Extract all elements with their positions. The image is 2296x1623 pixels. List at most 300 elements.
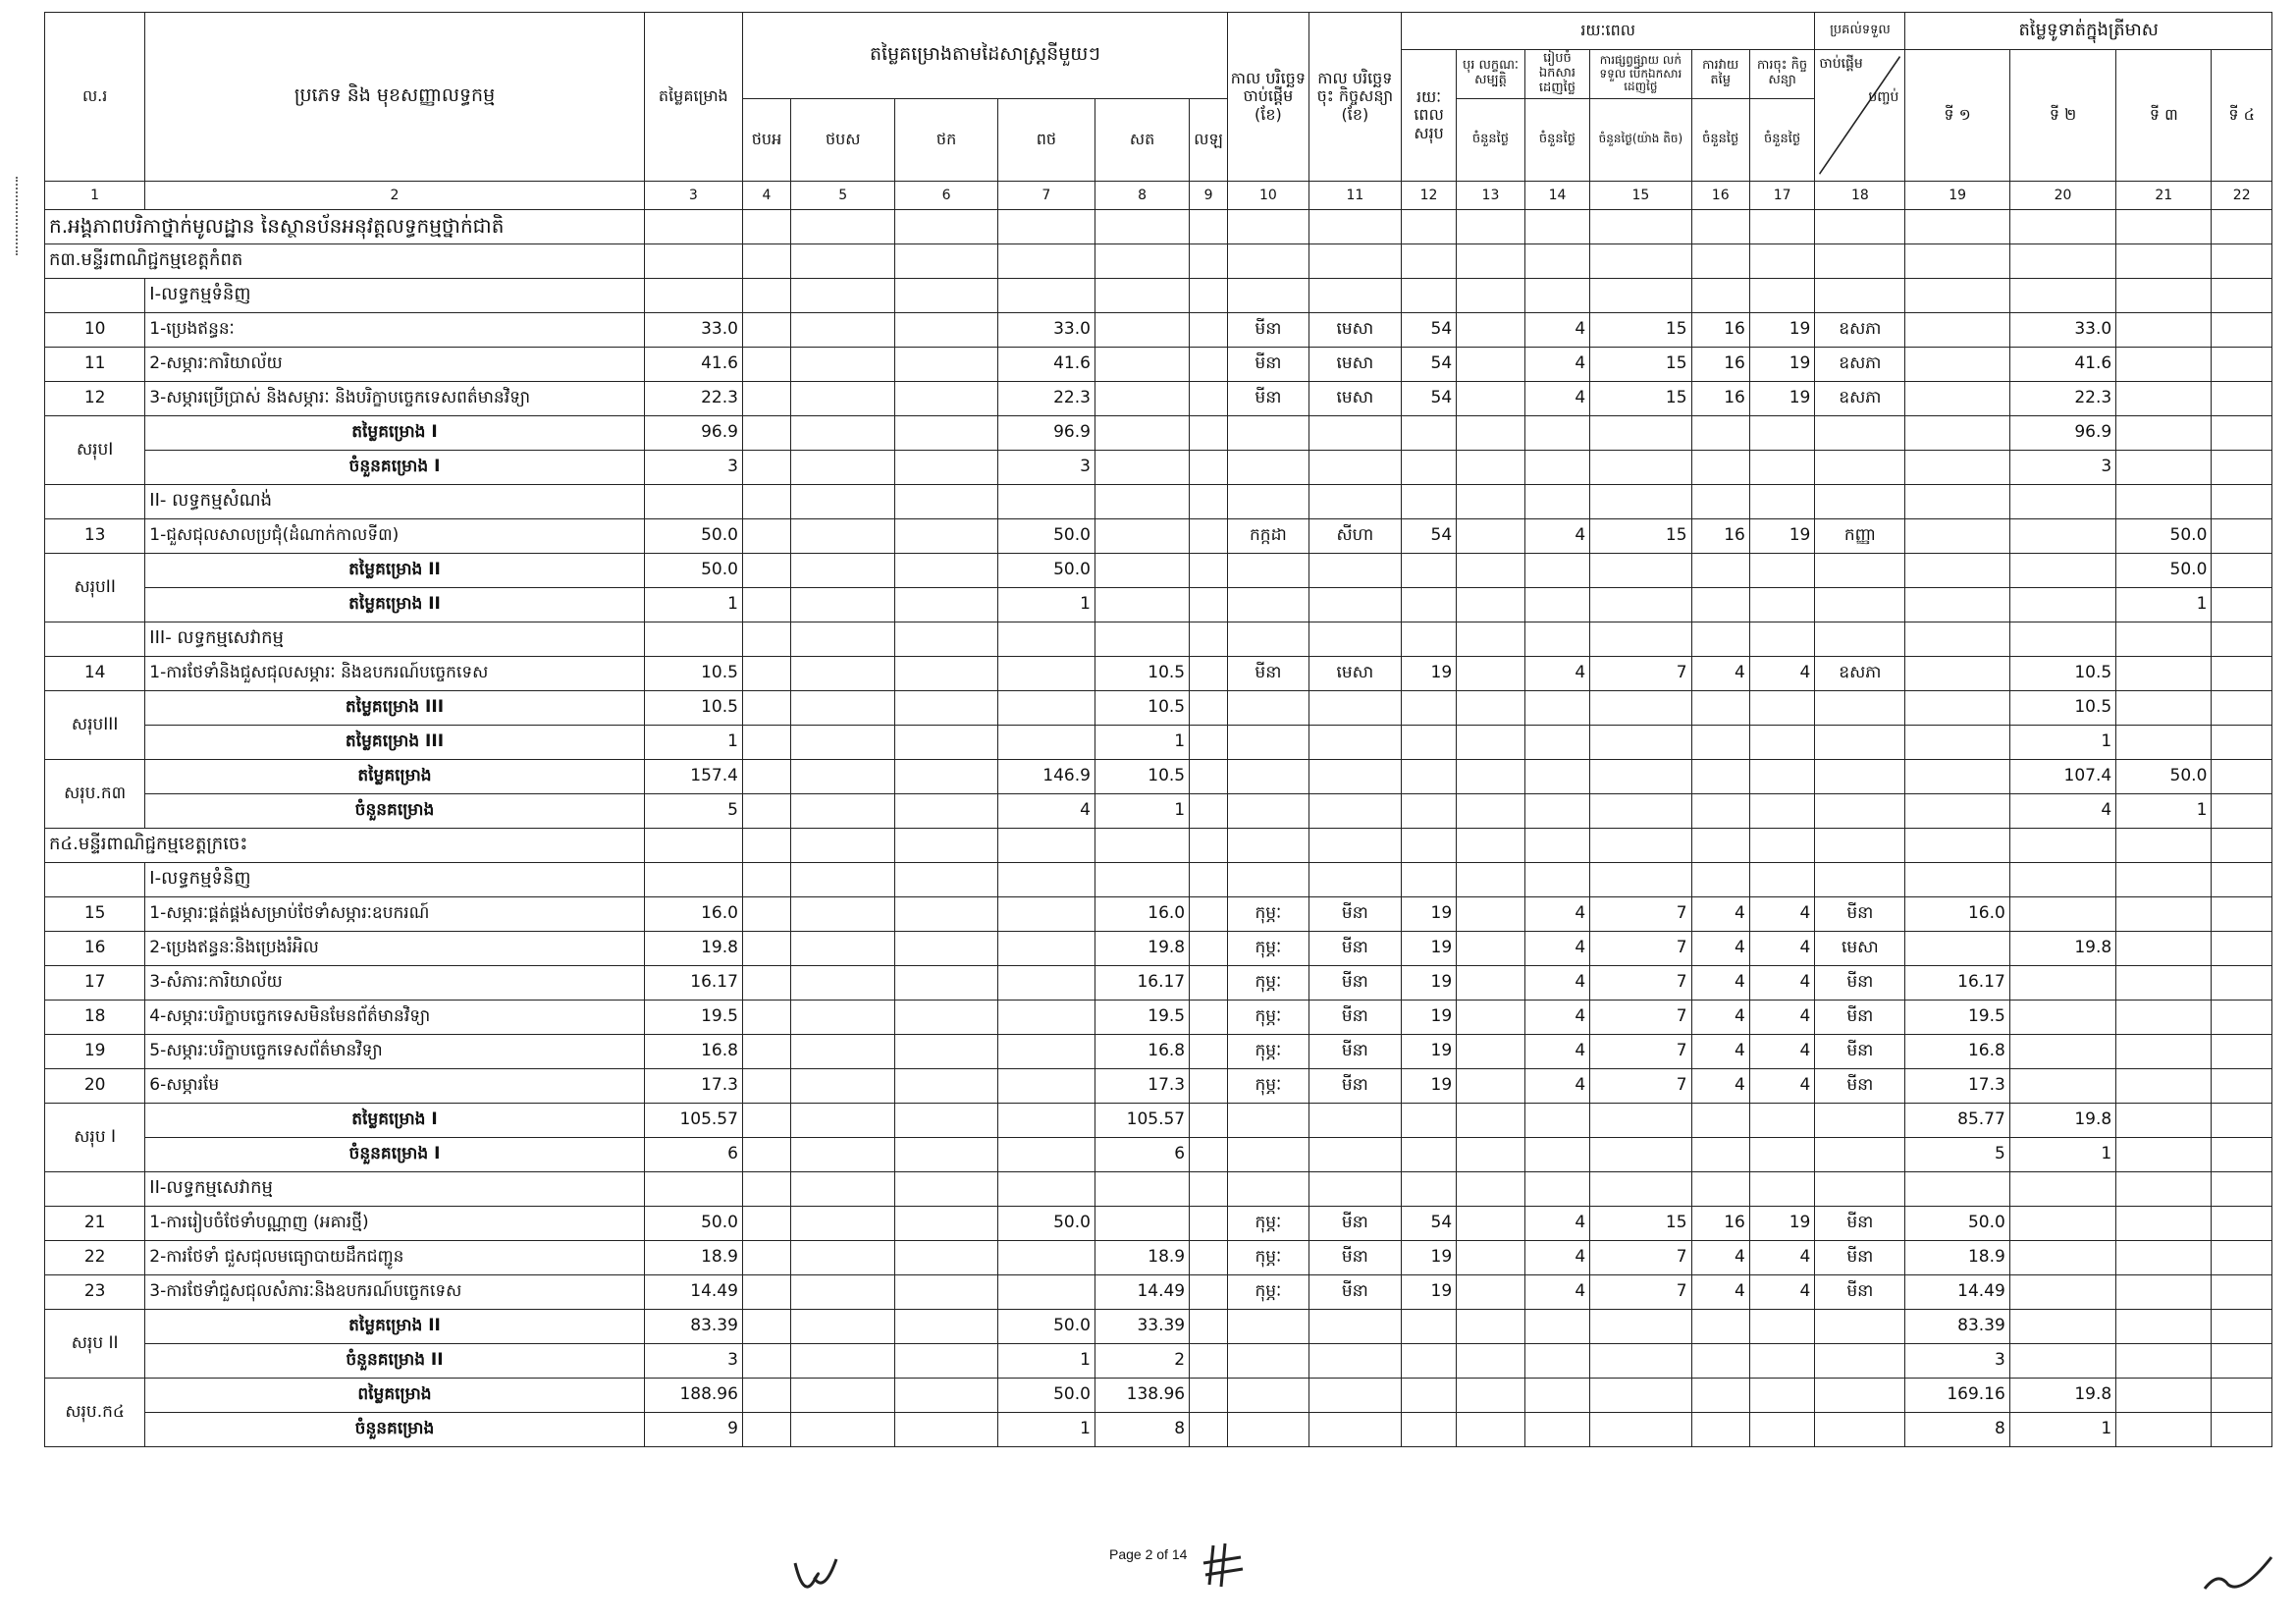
empty-cell — [1691, 1378, 1749, 1412]
value-cell — [997, 896, 1095, 931]
empty-cell — [1457, 1034, 1525, 1068]
value-cell: 17.3 — [1095, 1068, 1189, 1103]
table-row — [45, 347, 2272, 381]
empty-cell — [1749, 1378, 1815, 1412]
empty-cell — [1524, 1309, 1589, 1343]
empty-cell — [791, 1034, 895, 1068]
empty-cell — [45, 484, 145, 518]
empty-cell — [1590, 793, 1691, 828]
empty-cell — [742, 1068, 790, 1103]
empty-cell — [1308, 553, 1401, 587]
value-cell: 7 — [1590, 1240, 1691, 1274]
empty-cell — [1691, 622, 1749, 656]
value-cell: 17.3 — [1905, 1068, 2009, 1103]
sum-value: 50.0 — [997, 553, 1095, 587]
value-cell — [2116, 1206, 2212, 1240]
empty-cell — [1227, 828, 1308, 862]
value-cell — [2116, 381, 2212, 415]
table-row — [45, 1000, 2272, 1034]
empty-cell — [2009, 622, 2115, 656]
empty-cell — [997, 862, 1095, 896]
value-cell: 4 — [1691, 1240, 1749, 1274]
procurement-plan-table — [44, 12, 2272, 1447]
total-value-label: ពម្លៃគម្រោង — [145, 1378, 644, 1412]
empty-cell — [1190, 518, 1228, 553]
empty-cell — [1905, 278, 2009, 312]
value-cell: 4 — [1524, 1034, 1589, 1068]
empty-cell — [1590, 484, 1691, 518]
empty-cell — [1590, 828, 1691, 862]
total-count: 5 — [644, 793, 742, 828]
total-label: សរុប.ក៣ — [45, 759, 145, 828]
empty-cell — [1905, 1171, 2009, 1206]
empty-cell — [45, 622, 145, 656]
empty-cell — [997, 484, 1095, 518]
empty-cell — [742, 1137, 790, 1171]
empty-cell — [1401, 415, 1456, 450]
empty-cell — [2212, 1068, 2272, 1103]
value-cell — [997, 1274, 1095, 1309]
empty-cell — [1227, 622, 1308, 656]
empty-cell — [1815, 484, 1905, 518]
value-cell: មីនា — [1308, 1034, 1401, 1068]
value-cell: 7 — [1590, 1000, 1691, 1034]
empty-cell — [1401, 725, 1456, 759]
empty-cell — [895, 690, 997, 725]
value-cell: 19.8 — [644, 931, 742, 965]
empty-cell — [1905, 484, 2009, 518]
empty-cell — [1524, 862, 1589, 896]
empty-cell — [1749, 828, 1815, 862]
empty-cell — [1095, 553, 1189, 587]
empty-cell — [2116, 622, 2212, 656]
empty-cell — [1095, 415, 1189, 450]
value-cell — [997, 1068, 1095, 1103]
empty-cell — [1190, 450, 1228, 484]
item-name: 6-សម្ភារមែ — [145, 1068, 644, 1103]
empty-cell — [895, 1068, 997, 1103]
empty-cell — [1190, 587, 1228, 622]
empty-cell — [2212, 381, 2272, 415]
empty-cell — [1815, 415, 1905, 450]
value-cell: មីនា — [1815, 1034, 1905, 1068]
empty-cell — [1227, 587, 1308, 622]
header-src-6: លឡ — [1190, 98, 1228, 181]
empty-cell — [1401, 484, 1456, 518]
unit3-title-row — [45, 243, 2272, 278]
value-cell: 19 — [1749, 381, 1815, 415]
value-cell: មីនា — [1308, 896, 1401, 931]
sum-count: 5 — [1905, 1137, 2009, 1171]
item-name: 5-សម្ភារៈបរិក្ខាបច្ចេកទេសព័ត៌មានវិទ្យា — [145, 1034, 644, 1068]
unit4-g1-sum-count — [45, 1137, 2272, 1171]
value-cell: ឧសភា — [1815, 312, 1905, 347]
sum-value: 105.57 — [1095, 1103, 1189, 1137]
value-cell: 7 — [1590, 1068, 1691, 1103]
empty-cell — [2212, 587, 2272, 622]
empty-cell — [1905, 587, 2009, 622]
sum-value: 85.77 — [1905, 1103, 2009, 1137]
empty-cell — [1308, 415, 1401, 450]
empty-cell — [895, 278, 997, 312]
value-cell: មីនា — [1815, 1000, 1905, 1034]
empty-cell — [1457, 518, 1525, 553]
empty-cell — [1308, 209, 1401, 243]
empty-cell — [742, 484, 790, 518]
value-cell: 19 — [1749, 347, 1815, 381]
empty-cell — [1691, 759, 1749, 793]
value-cell: 7 — [1590, 1274, 1691, 1309]
empty-cell — [742, 656, 790, 690]
value-cell: 4 — [1524, 381, 1589, 415]
sum-value: 19.8 — [2009, 1103, 2115, 1137]
empty-cell — [1401, 1378, 1456, 1412]
initials-mark-3 — [2199, 1551, 2277, 1596]
empty-cell — [791, 312, 895, 347]
empty-cell — [1190, 1412, 1228, 1446]
empty-cell — [2212, 312, 2272, 347]
value-cell: 4 — [1524, 931, 1589, 965]
empty-cell — [1227, 1137, 1308, 1171]
value-cell: 4 — [1524, 965, 1589, 1000]
header-delivery: ប្រគល់ទទួល — [1815, 13, 1905, 50]
value-cell: 54 — [1401, 312, 1456, 347]
empty-cell — [2212, 1034, 2272, 1068]
empty-cell — [791, 931, 895, 965]
empty-cell — [1401, 1137, 1456, 1171]
unit3-g3-sum-count — [45, 725, 2272, 759]
sum-value: 105.57 — [644, 1103, 742, 1137]
empty-cell — [742, 1171, 790, 1206]
empty-cell — [742, 278, 790, 312]
empty-cell — [742, 1274, 790, 1309]
empty-cell — [2212, 243, 2272, 278]
value-cell: 50.0 — [644, 1206, 742, 1240]
value-cell: មីនា — [1308, 1206, 1401, 1240]
sum-count: 6 — [1095, 1137, 1189, 1171]
table-row — [45, 1068, 2272, 1103]
value-cell — [1095, 381, 1189, 415]
empty-cell — [1590, 415, 1691, 450]
empty-cell — [1524, 278, 1589, 312]
empty-cell — [1457, 1206, 1525, 1240]
empty-cell — [2009, 1343, 2115, 1378]
value-cell — [2009, 896, 2115, 931]
empty-cell — [791, 381, 895, 415]
empty-cell — [1190, 1000, 1228, 1034]
empty-cell — [1815, 1137, 1905, 1171]
empty-cell — [1691, 725, 1749, 759]
total-count: 4 — [997, 793, 1095, 828]
empty-cell — [1308, 1137, 1401, 1171]
header-dur-4: ការវាយ តម្លៃ — [1691, 50, 1749, 99]
empty-cell — [742, 450, 790, 484]
value-cell — [2009, 1274, 2115, 1309]
empty-cell — [791, 690, 895, 725]
empty-cell — [1749, 1137, 1815, 1171]
empty-cell — [1815, 450, 1905, 484]
value-cell: 12 — [45, 381, 145, 415]
value-cell: 19 — [1401, 931, 1456, 965]
empty-cell — [1815, 1103, 1905, 1137]
empty-cell — [1815, 278, 1905, 312]
empty-cell — [2116, 1412, 2212, 1446]
group-title: I-លទ្ធកម្មទំនិញ — [145, 862, 644, 896]
empty-cell — [1308, 725, 1401, 759]
empty-cell — [2116, 725, 2212, 759]
empty-cell — [2212, 725, 2272, 759]
empty-cell — [742, 793, 790, 828]
empty-cell — [895, 1103, 997, 1137]
empty-cell — [1590, 622, 1691, 656]
empty-cell — [1691, 690, 1749, 725]
total-value: 138.96 — [1095, 1378, 1189, 1412]
empty-cell — [1457, 415, 1525, 450]
empty-cell — [1524, 243, 1589, 278]
value-cell — [1095, 347, 1189, 381]
unit3-total-count — [45, 793, 2272, 828]
header-unit-2: ចំនួនថ្ងៃ — [1524, 98, 1589, 181]
unit3-g1-sum-value — [45, 415, 2272, 450]
empty-cell — [1227, 209, 1308, 243]
empty-cell — [1401, 690, 1456, 725]
value-cell — [2009, 1240, 2115, 1274]
empty-cell — [895, 415, 997, 450]
value-cell: 18.9 — [1905, 1240, 2009, 1274]
value-cell: 54 — [1401, 347, 1456, 381]
value-cell — [2116, 1068, 2212, 1103]
value-cell: 4 — [1524, 347, 1589, 381]
empty-cell — [1457, 1137, 1525, 1171]
value-cell — [2116, 896, 2212, 931]
total-value: 10.5 — [1095, 759, 1189, 793]
value-cell: មីនា — [1227, 312, 1308, 347]
empty-cell — [2116, 1378, 2212, 1412]
empty-cell — [791, 1206, 895, 1240]
empty-cell — [2212, 347, 2272, 381]
empty-cell — [1749, 243, 1815, 278]
empty-cell — [1524, 793, 1589, 828]
empty-cell — [895, 1034, 997, 1068]
value-cell: 13 — [45, 518, 145, 553]
empty-cell — [644, 862, 742, 896]
empty-cell — [1815, 1412, 1905, 1446]
value-cell — [2116, 965, 2212, 1000]
empty-cell — [2212, 1240, 2272, 1274]
colnum: 14 — [1524, 181, 1589, 209]
empty-cell — [1749, 1412, 1815, 1446]
empty-cell — [742, 587, 790, 622]
colnum: 19 — [1905, 181, 2009, 209]
sum-count: 1 — [644, 587, 742, 622]
empty-cell — [1590, 243, 1691, 278]
value-cell: 16 — [1691, 1206, 1749, 1240]
empty-cell — [742, 1034, 790, 1068]
empty-cell — [1457, 793, 1525, 828]
empty-cell — [895, 209, 997, 243]
empty-cell — [2212, 793, 2272, 828]
empty-cell — [1905, 725, 2009, 759]
empty-cell — [1691, 862, 1749, 896]
empty-cell — [1095, 209, 1189, 243]
empty-cell — [1308, 690, 1401, 725]
empty-cell — [742, 209, 790, 243]
total-value: 19.8 — [2009, 1378, 2115, 1412]
sum-count: 1 — [2009, 1137, 2115, 1171]
empty-cell — [1457, 381, 1525, 415]
empty-cell — [791, 725, 895, 759]
value-cell: 17.3 — [644, 1068, 742, 1103]
empty-cell — [791, 587, 895, 622]
empty-cell — [997, 725, 1095, 759]
empty-cell — [1457, 656, 1525, 690]
sum-value: 50.0 — [997, 1309, 1095, 1343]
value-cell: 4 — [1524, 1240, 1589, 1274]
value-cell — [997, 1034, 1095, 1068]
empty-cell — [1457, 278, 1525, 312]
value-cell: 10.5 — [1095, 656, 1189, 690]
empty-cell — [895, 622, 997, 656]
empty-cell — [1815, 209, 1905, 243]
empty-cell — [895, 896, 997, 931]
value-cell: កក្កដា — [1227, 518, 1308, 553]
item-name: 1-សម្ភារៈផ្គត់ផ្គង់សម្រាប់ថែទាំសម្ភារៈឧបករណ៍ — [145, 896, 644, 931]
empty-cell — [1749, 1343, 1815, 1378]
value-cell: មីនា — [1227, 381, 1308, 415]
empty-cell — [742, 1343, 790, 1378]
value-cell: 4 — [1524, 1274, 1589, 1309]
empty-cell — [1815, 622, 1905, 656]
empty-cell — [1691, 1137, 1749, 1171]
empty-cell — [1457, 484, 1525, 518]
empty-cell — [2212, 1206, 2272, 1240]
empty-cell — [1190, 862, 1228, 896]
empty-cell — [2116, 484, 2212, 518]
value-cell — [2009, 518, 2115, 553]
value-cell — [997, 931, 1095, 965]
empty-cell — [2009, 209, 2115, 243]
empty-cell — [895, 1000, 997, 1034]
empty-cell — [895, 347, 997, 381]
sum-count-label: ចំនួនគម្រោង I — [145, 450, 644, 484]
empty-cell — [1190, 1171, 1228, 1206]
empty-cell — [2212, 553, 2272, 587]
value-cell: មីនា — [1815, 965, 1905, 1000]
empty-cell — [791, 1274, 895, 1309]
empty-cell — [742, 759, 790, 793]
empty-cell — [791, 793, 895, 828]
value-cell: មីនា — [1815, 1206, 1905, 1240]
value-cell — [2009, 965, 2115, 1000]
empty-cell — [644, 209, 742, 243]
header-unit-5: ចំនួនថ្ងៃ — [1749, 98, 1815, 181]
total-count: 1 — [2116, 793, 2212, 828]
page-footer: Page 2 of 14 — [1109, 1546, 1188, 1562]
empty-cell — [1190, 828, 1228, 862]
empty-cell — [1457, 347, 1525, 381]
sum-value-label: តម្លៃគម្រោង III — [145, 690, 644, 725]
colnum: 10 — [1227, 181, 1308, 209]
empty-cell — [791, 1000, 895, 1034]
value-cell: កុម្ភៈ — [1227, 965, 1308, 1000]
empty-cell — [791, 1171, 895, 1206]
header-src-3: ថក — [895, 98, 997, 181]
empty-cell — [2212, 1103, 2272, 1137]
empty-cell — [1457, 1068, 1525, 1103]
value-cell: 41.6 — [644, 347, 742, 381]
empty-cell — [2009, 1309, 2115, 1343]
value-cell — [997, 656, 1095, 690]
empty-cell — [791, 828, 895, 862]
item-name: 1-ជួសជុលសាលប្រជុំ(ដំណាក់កាលទី៣) — [145, 518, 644, 553]
empty-cell — [742, 243, 790, 278]
empty-cell — [1227, 278, 1308, 312]
empty-cell — [1401, 209, 1456, 243]
value-cell: មីនា — [1308, 1240, 1401, 1274]
unit3-g2-sum-count — [45, 587, 2272, 622]
empty-cell — [1227, 1412, 1308, 1446]
item-name: 1-ការរៀបចំថែទាំបណ្ណាញ (អគារថ្មី) — [145, 1206, 644, 1240]
empty-cell — [742, 1412, 790, 1446]
value-cell: កុម្ភៈ — [1227, 1240, 1308, 1274]
empty-cell — [1190, 1274, 1228, 1309]
empty-cell — [1524, 587, 1589, 622]
empty-cell — [742, 622, 790, 656]
value-cell: 19 — [1749, 1206, 1815, 1240]
sum-label: សរុប I — [45, 1103, 145, 1171]
empty-cell — [1190, 725, 1228, 759]
empty-cell — [1401, 862, 1456, 896]
empty-cell — [895, 312, 997, 347]
empty-cell — [1190, 690, 1228, 725]
empty-cell — [1749, 209, 1815, 243]
colnum: 20 — [2009, 181, 2115, 209]
empty-cell — [997, 828, 1095, 862]
value-cell: មេសា — [1308, 312, 1401, 347]
empty-cell — [742, 347, 790, 381]
value-cell: 54 — [1401, 518, 1456, 553]
value-cell: កុម្ភៈ — [1227, 1274, 1308, 1309]
empty-cell — [1095, 862, 1189, 896]
empty-cell — [1401, 1343, 1456, 1378]
value-cell: 7 — [1590, 1034, 1691, 1068]
empty-cell — [2009, 587, 2115, 622]
value-cell: 19 — [1749, 518, 1815, 553]
empty-cell — [1905, 553, 2009, 587]
sum-label: សរុបIII — [45, 690, 145, 759]
total-count: 1 — [997, 1412, 1095, 1446]
sum-count-label: ចំនួនគម្រោង II — [145, 1343, 644, 1378]
value-cell: 15 — [45, 896, 145, 931]
value-cell: 7 — [1590, 965, 1691, 1000]
empty-cell — [2212, 1274, 2272, 1309]
unit3-g1-title — [45, 278, 2272, 312]
empty-cell — [2116, 1343, 2212, 1378]
empty-cell — [2009, 862, 2115, 896]
empty-cell — [1308, 1343, 1401, 1378]
empty-cell — [1401, 759, 1456, 793]
empty-cell — [2009, 553, 2115, 587]
empty-cell — [1190, 1103, 1228, 1137]
empty-cell — [1524, 1137, 1589, 1171]
value-cell: ឧសភា — [1815, 347, 1905, 381]
empty-cell — [1227, 1343, 1308, 1378]
empty-cell — [742, 690, 790, 725]
colnum: 17 — [1749, 181, 1815, 209]
empty-cell — [1524, 690, 1589, 725]
delivery-end-label: បញ្ចប់ — [1868, 89, 1899, 105]
table-row — [45, 931, 2272, 965]
